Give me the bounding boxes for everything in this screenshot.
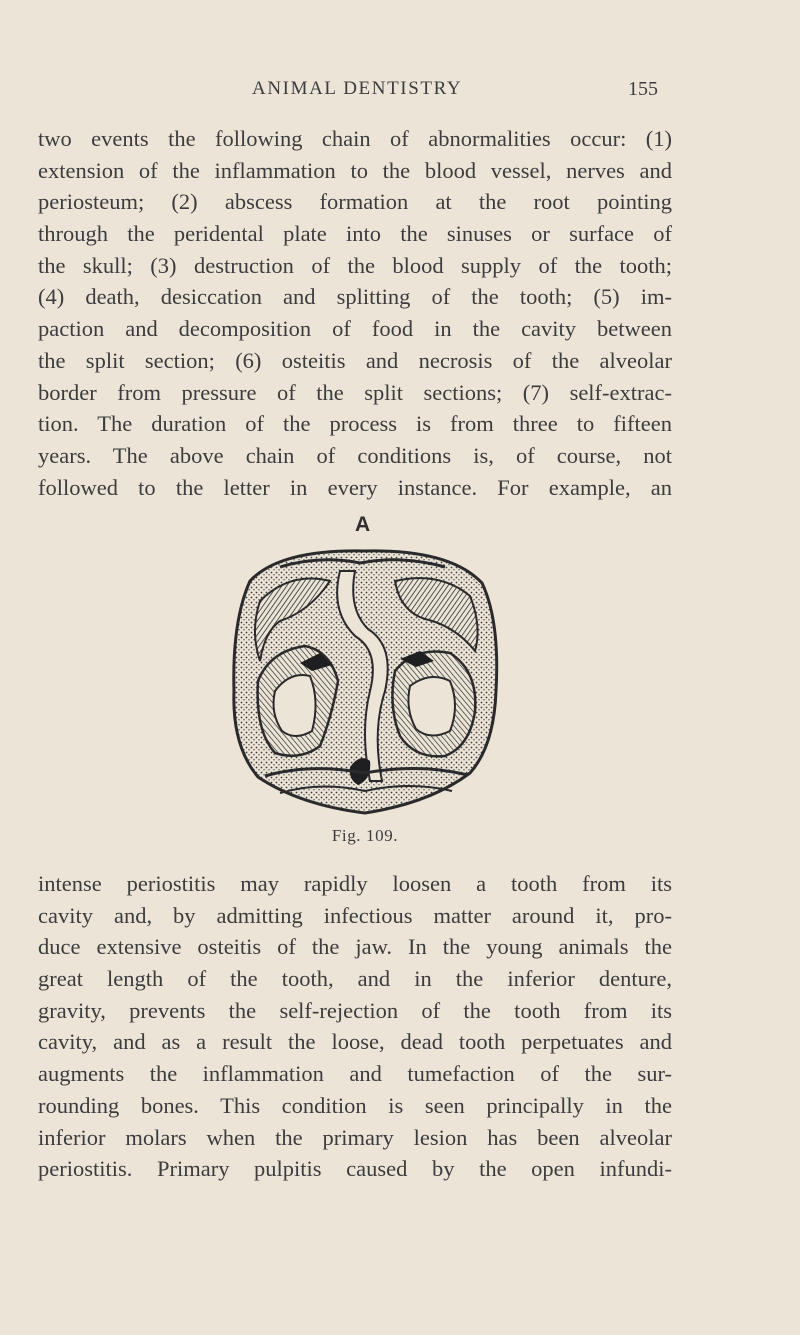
figure-label-a: A [355, 513, 371, 536]
text-line: intense periostitis may rapidly loosen a tooth from its [38, 871, 672, 896]
text-line: border from pressure of the split sections; (7) self-extrac- [38, 379, 672, 405]
text-line: rounding bones. This condition is seen principally in the [38, 1092, 672, 1118]
text-line: great length of the tooth, and in the inferior denture, [38, 966, 672, 992]
tooth-section-illustration [220, 541, 510, 823]
text-line: (4) death, desiccation and splitting of the tooth; (5) im- [38, 284, 672, 310]
text-line: years. The above chain of conditions is, of course, not [38, 442, 672, 468]
figure-109 [220, 505, 510, 850]
text-line: the skull; (3) destruction of the blood supply of the tooth; [38, 252, 672, 278]
text-line: extension of the inflammation to the blood vessel, nerves and [38, 157, 672, 183]
page-number: 155 [628, 78, 658, 100]
text-line: tion. The duration of the process is from three to fifteen [38, 411, 672, 437]
text-line: gravity, prevents the self-rejection of the tooth from its [38, 997, 672, 1023]
text-line: inferior molars when the primary lesion has been alveolar [38, 1124, 672, 1150]
text-line: augments the inflammation and tumefaction of the sur- [38, 1061, 672, 1087]
running-head [0, 78, 800, 108]
paragraph-top [38, 123, 672, 503]
text-line: cavity, and as a result the loose, dead tooth perpetuates and [38, 1029, 672, 1055]
text-line: cavity and, by admitting infectious matter around it, pro- [38, 902, 672, 928]
text-line: two events the following chain of abnormalities occur: (1) [38, 126, 672, 151]
text-line: through the peridental plate into the sinuses or surface of [38, 221, 672, 247]
text-line: paction and decomposition of food in the cavity between [38, 316, 672, 342]
text-line: followed to the letter in every instance. For example, an [38, 474, 672, 500]
text-line: periostitis. Primary pulpitis caused by the open infundi- [38, 1156, 672, 1182]
text-line: periosteum; (2) abscess formation at the root pointing [38, 189, 672, 215]
text-line: duce extensive osteitis of the jaw. In the young animals the [38, 934, 672, 960]
running-title: ANIMAL DENTISTRY [252, 78, 463, 99]
text-line: the split section; (6) osteitis and necrosis of the alveolar [38, 347, 672, 373]
figure-caption: Fig. 109. [331, 826, 399, 845]
paragraph-bottom [38, 868, 672, 1185]
